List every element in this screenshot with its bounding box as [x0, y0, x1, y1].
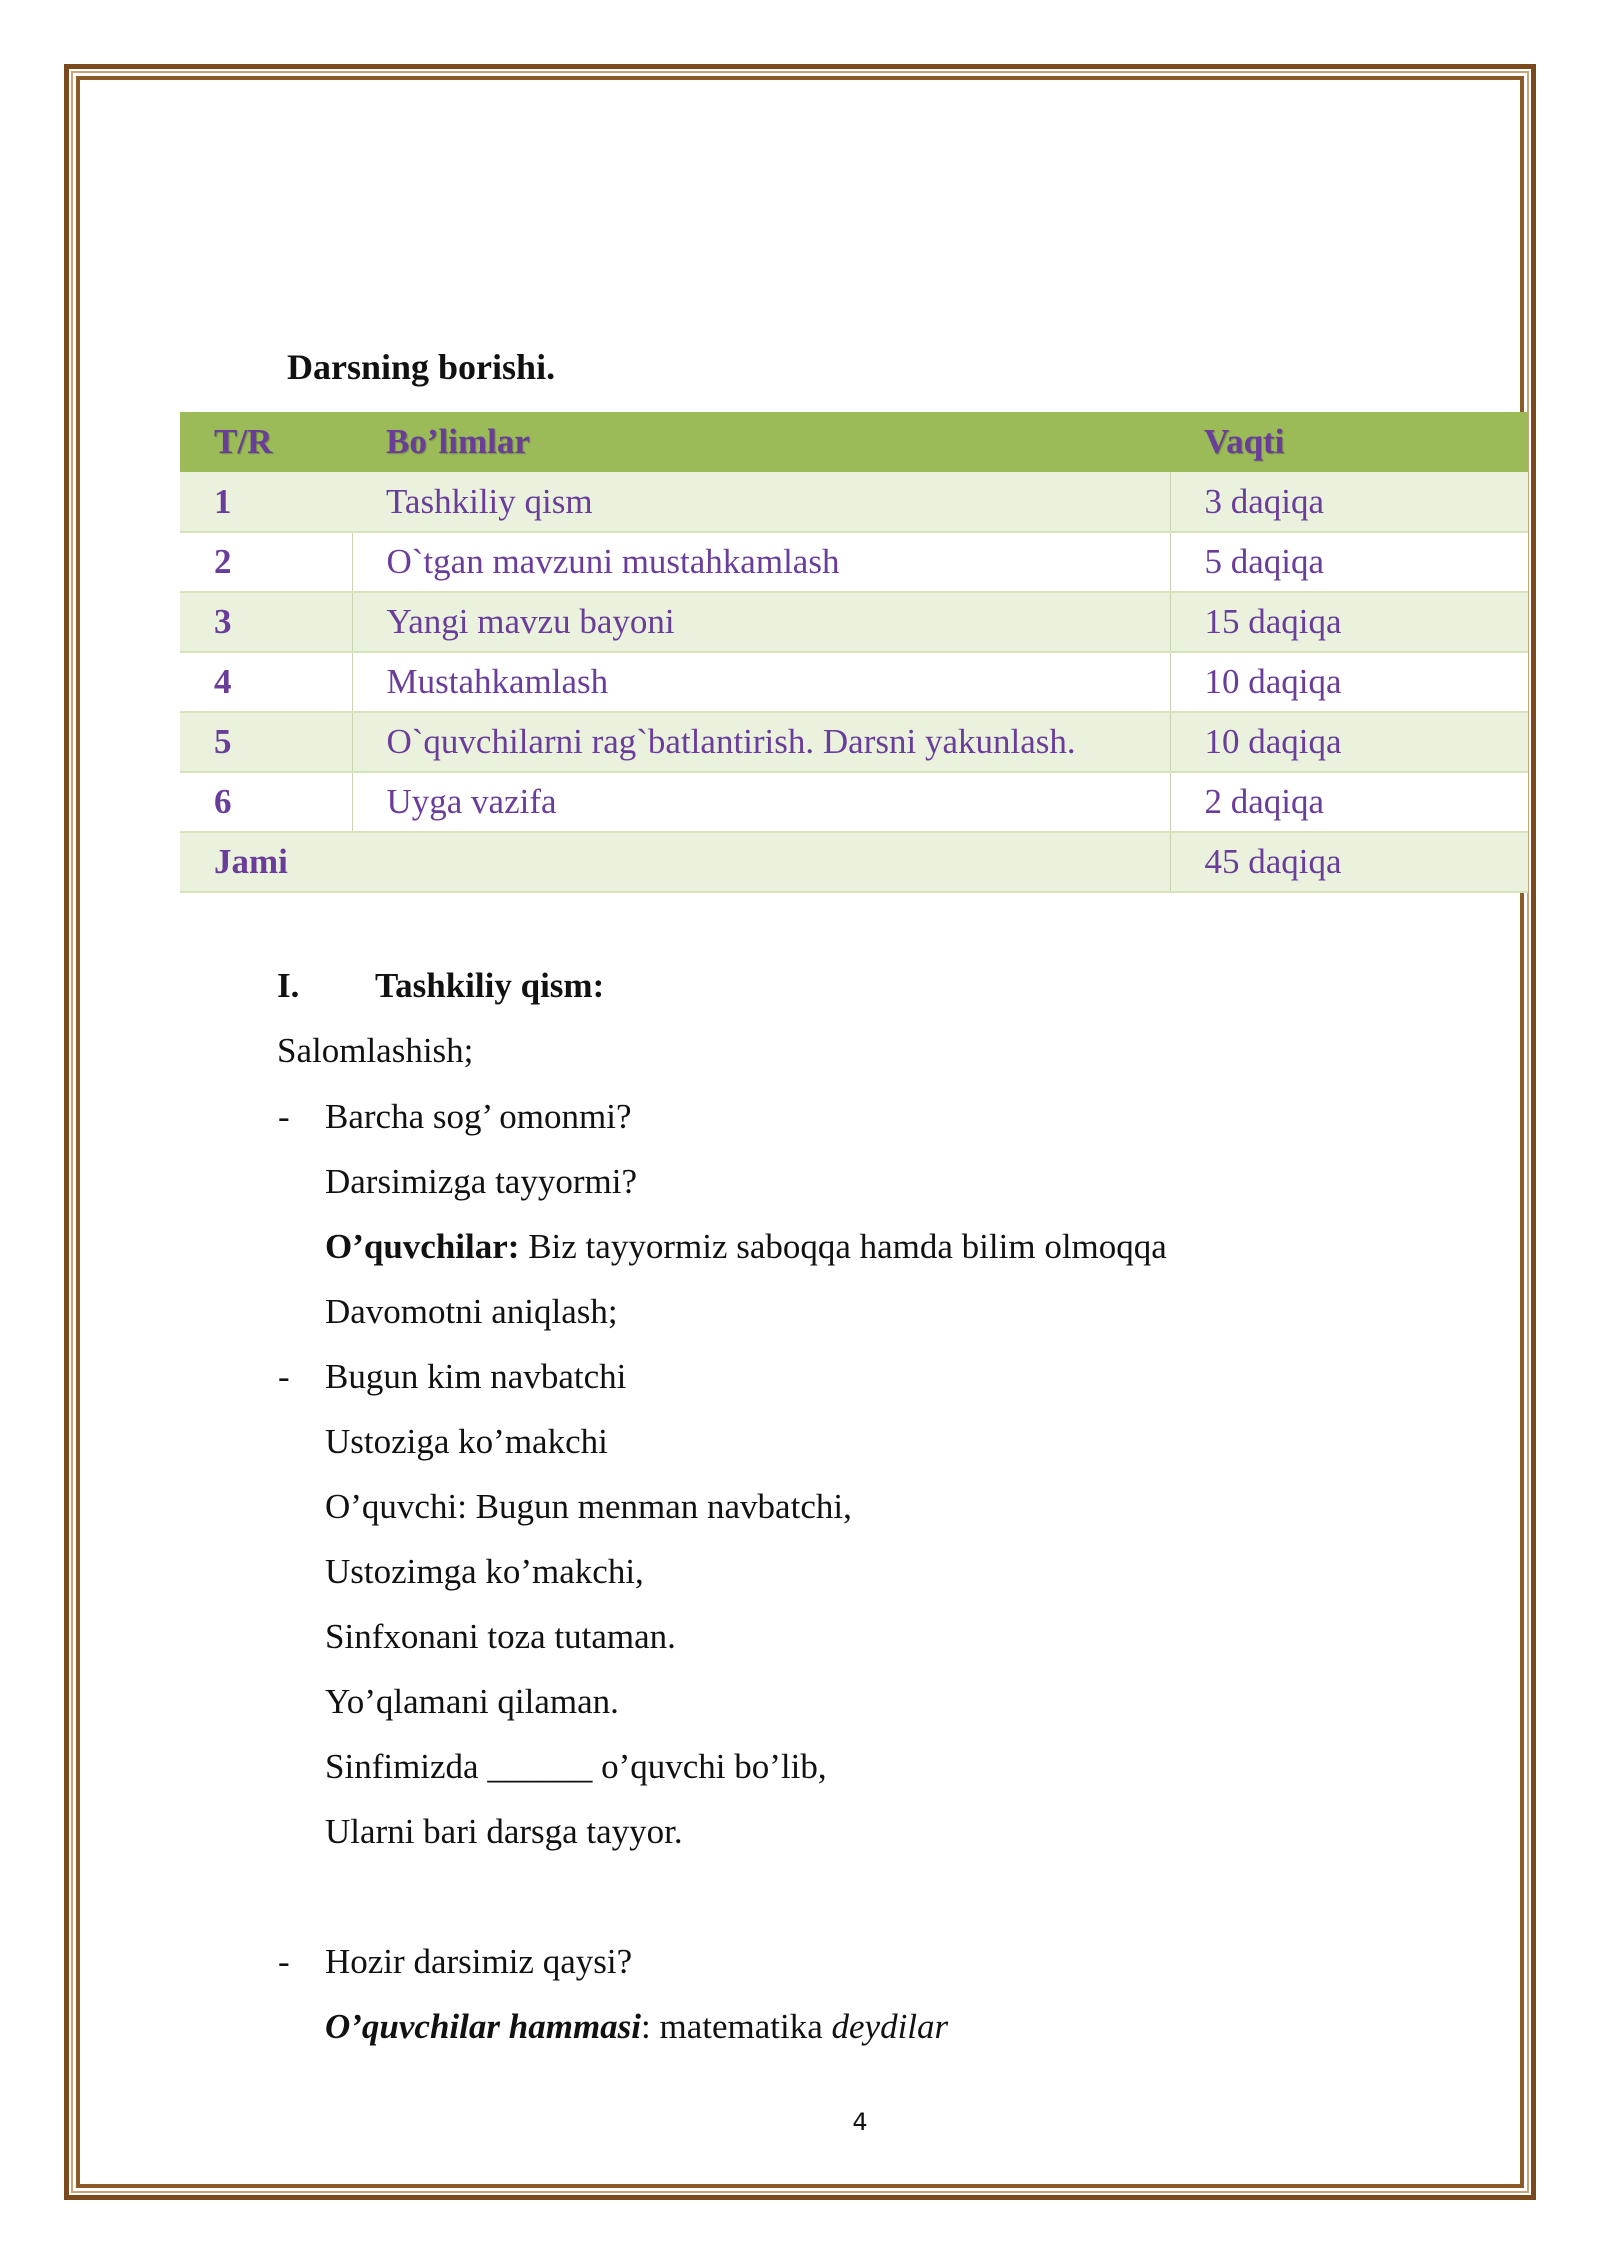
speaker-label: O’quvchilar hammasi — [325, 2007, 642, 2046]
text-line: Hozir darsimiz qaysi? — [325, 1942, 633, 1981]
speaker-text-italic: deydilar — [831, 2007, 949, 2046]
row-section: Uyga vazifa — [352, 772, 1170, 832]
row-section: Tashkiliy qism — [352, 472, 1170, 532]
speaker-text: Biz tayyormiz saboqqa hamda bilim olmoqqa — [519, 1227, 1167, 1266]
text-line: Darsimizga tayyormi? — [325, 1162, 637, 1201]
table-row — [180, 472, 1528, 532]
header-sections: Bo’limlar — [352, 412, 1170, 472]
text-line: Ularni bari darsga tayyor. — [325, 1812, 683, 1851]
row-section: O`quvchilarni rag`batlantirish. Darsni yakunlash. — [352, 712, 1170, 772]
row-time: 10 daqiqa — [1170, 712, 1528, 772]
page-number: 4 — [852, 2108, 868, 2136]
row-time: 3 daqiqa — [1170, 472, 1528, 532]
greeting-line: Salomlashish; — [277, 1031, 474, 1070]
total-label: Jami — [180, 832, 1170, 892]
text-line: Barcha sog’ omonmi? — [325, 1097, 632, 1136]
header-number: T/R — [180, 412, 352, 472]
section-number: I. — [277, 966, 300, 1005]
row-time: 5 daqiqa — [1170, 532, 1528, 592]
list-dash: - — [278, 1097, 290, 1136]
text-line — [325, 1227, 1167, 1267]
row-number: 1 — [180, 472, 352, 532]
row-number: 3 — [180, 592, 352, 652]
row-section: Yangi mavzu bayoni — [352, 592, 1170, 652]
table-row — [180, 592, 1528, 652]
text-line: Sinfimizda ______ o’quvchi bo’lib, — [325, 1747, 827, 1786]
text-line: O’quvchi: Bugun menman navbatchi, — [325, 1487, 852, 1526]
lesson-plan-heading: Darsning borishi. — [287, 347, 556, 387]
text-line: Sinfxonani toza tutaman. — [325, 1617, 676, 1656]
text-line: Ustozimga ko’makchi, — [325, 1552, 644, 1591]
row-time: 15 daqiqa — [1170, 592, 1528, 652]
text-line: Ustoziga ko’makchi — [325, 1422, 608, 1461]
row-time: 10 daqiqa — [1170, 652, 1528, 712]
section-title: Tashkiliy qism: — [375, 966, 605, 1005]
row-number: 4 — [180, 652, 352, 712]
header-time: Vaqti — [1170, 412, 1528, 472]
text-line — [325, 2007, 948, 2047]
row-number: 5 — [180, 712, 352, 772]
table-total-row — [180, 832, 1528, 892]
row-section: O`tgan mavzuni mustahkamlash — [352, 532, 1170, 592]
text-line: Yo’qlamani qilaman. — [325, 1682, 619, 1721]
lesson-plan-table — [180, 412, 1528, 893]
table-row — [180, 712, 1528, 772]
list-dash: - — [278, 1942, 290, 1981]
text-line: Bugun kim navbatchi — [325, 1357, 627, 1396]
table-header-row — [180, 412, 1528, 472]
list-dash: - — [278, 1357, 290, 1396]
speaker-label: O’quvchilar: — [325, 1227, 520, 1266]
table-row — [180, 652, 1528, 712]
page-border-inner — [76, 76, 1524, 2188]
row-section: Mustahkamlash — [352, 652, 1170, 712]
text-line: Davomotni aniqlash; — [325, 1292, 618, 1331]
table-row — [180, 532, 1528, 592]
total-time: 45 daqiqa — [1170, 832, 1528, 892]
row-time: 2 daqiqa — [1170, 772, 1528, 832]
speaker-text: : matematika — [641, 2007, 832, 2046]
row-number: 6 — [180, 772, 352, 832]
row-number: 2 — [180, 532, 352, 592]
table-row — [180, 772, 1528, 832]
